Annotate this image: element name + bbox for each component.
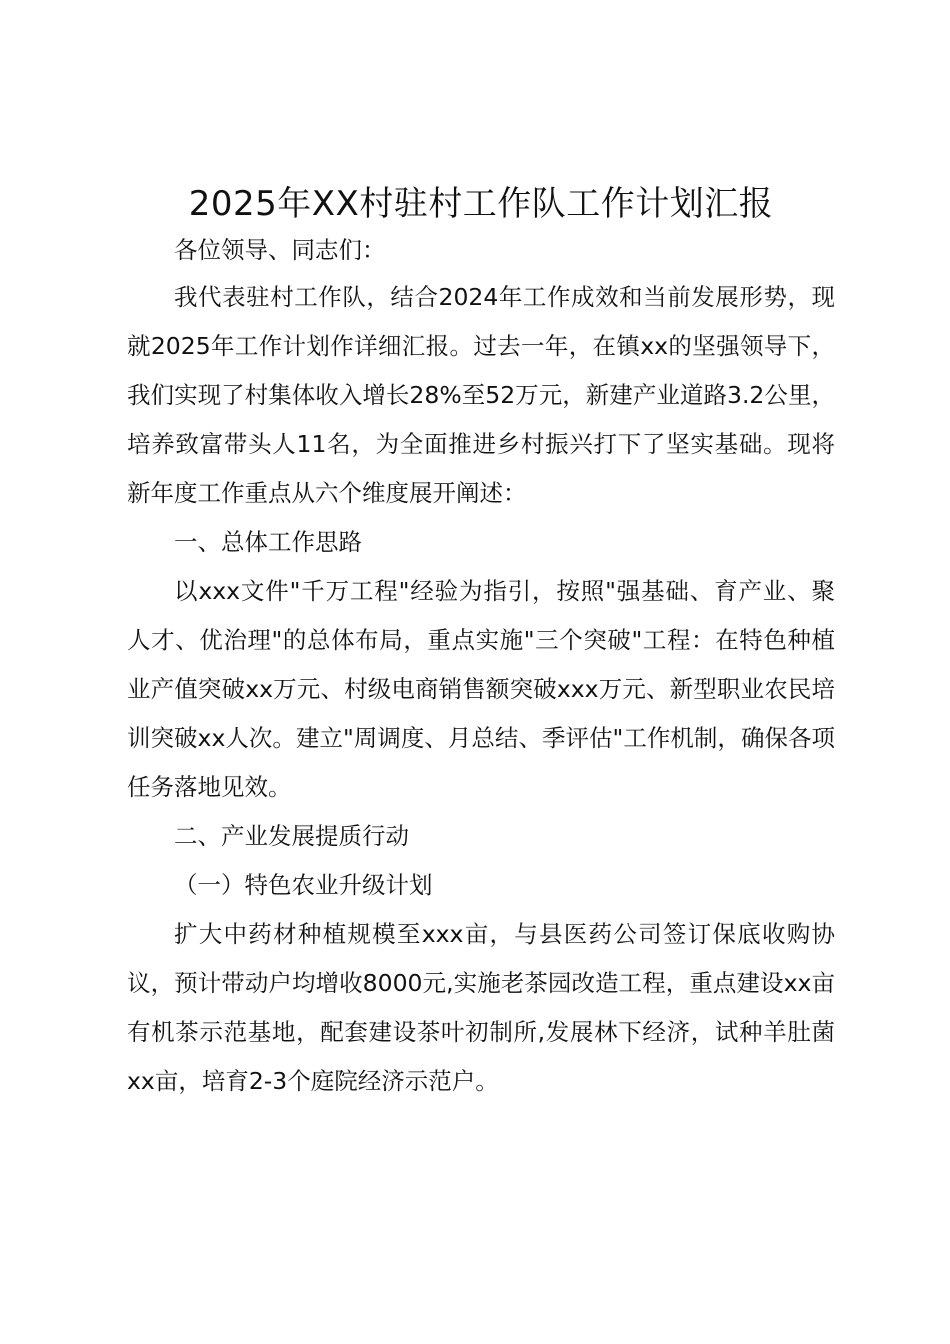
intro-paragraph: 我代表驻村工作队，结合2024年工作成效和当前发展形势，现就2025年工作计划作详细汇报。过去一年，在镇xx的坚强领导下，我们实现了村集体收入增长28%至52万元，新建产业道路3.2公里，培养致富带头人11名，为全面推进乡村振兴打下了坚实基础。现将新年度工作重点从六个维度展开阐述： <box>127 283 835 507</box>
salutation: 各位领导、同志们： <box>174 236 386 264</box>
section-2-sub-1-paragraph: 扩大中药材种植规模至xxx亩，与县医药公司签订保底收购协议，预计带动户均增收8000元,实施老茶园改造工程，重点建设xx亩有机茶示范基地，配套建设茶叶初制所,发展林下经济，试种羊肚菌xx亩，培育2-3个庭院经济示范户。 <box>127 920 835 1095</box>
section-1-heading: 一、总体工作思路 <box>174 528 362 556</box>
document-page <box>127 178 835 1106</box>
section-2-subheading-1: （一）特色农业升级计划 <box>174 871 433 899</box>
section-2-heading: 二、产业发展提质行动 <box>174 822 409 850</box>
section-1-paragraph: 以xxx文件"千万工程"经验为指引，按照"强基础、育产业、聚人才、优治理"的总体布局，重点实施"三个突破"工程：在特色种植业产值突破xx万元、村级电商销售额突破xxx万元、新型职业农民培训突破xx人次。建立"周调度、月总结、季评估"工作机制，确保各项任务落地见效。 <box>127 577 835 801</box>
document-title: 2025年XX村驻村工作队工作计划汇报 <box>188 184 774 224</box>
